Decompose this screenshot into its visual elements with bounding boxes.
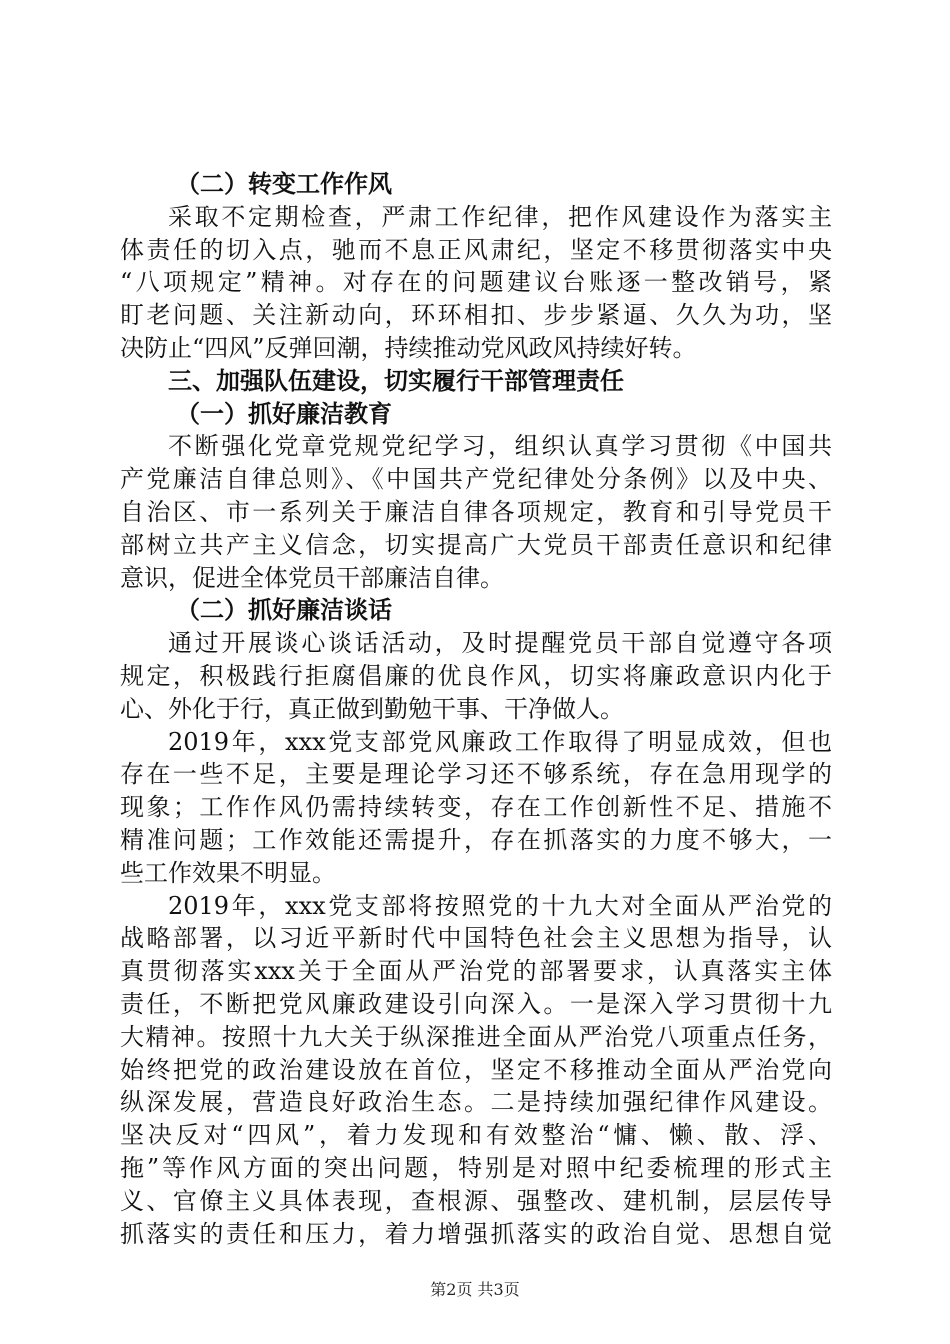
paragraph-line: “八项规定”精神。对存在的问题建议台账逐一整改销号，紧 bbox=[120, 268, 832, 297]
paragraph-line: 战略部署，以习近平新时代中国特色社会主义思想为指导，认 bbox=[120, 924, 832, 953]
paragraph-line: 些工作效果不明显。 bbox=[120, 858, 336, 887]
paragraph-line: 大精神。按照十九大关于纵深推进全面从严治党八项重点任务， bbox=[120, 1022, 832, 1051]
paragraph-line: 决防止“四风”反弹回潮，持续推动党风政风持续好转。 bbox=[120, 333, 697, 362]
paragraph-line: 拖”等作风方面的突出问题，特别是对照中纪委梳理的形式主 bbox=[120, 1153, 832, 1182]
paragraph-line: 义、官僚主义具体表现，查根源、强整改、建机制，层层传导 bbox=[120, 1186, 832, 1215]
paragraph-line: 意识，促进全体党员干部廉洁自律。 bbox=[120, 563, 504, 592]
paragraph-line: 坚决反对“四风”，着力发现和有效整治“慵、懒、散、浮、 bbox=[120, 1121, 832, 1150]
paragraph-line: 抓落实的责任和压力，着力增强抓落实的政治自觉、思想自觉 bbox=[120, 1219, 832, 1248]
paragraph-line: 真贯彻落实xxx关于全面从严治党的部署要求，认真落实主体 bbox=[120, 957, 832, 986]
paragraph-line: 心、外化于行，真正做到勤勉干事、干净做人。 bbox=[120, 694, 624, 723]
page-footer: 第2页 共3页 bbox=[430, 1280, 520, 1299]
paragraph-line: 始终把党的政治建设放在首位，坚定不移推动全面从严治党向 bbox=[120, 1055, 832, 1084]
paragraph-line: 不断强化党章党规党纪学习，组织认真学习贯彻《中国共 bbox=[168, 432, 832, 461]
section-heading: （二）转变工作作风 bbox=[176, 169, 392, 198]
document-body bbox=[120, 168, 832, 1250]
paragraph-line: 采取不定期检查，严肃工作纪律，把作风建设作为落实主 bbox=[168, 202, 832, 231]
paragraph-line: 部树立共产主义信念，切实提高广大党员干部责任意识和纪律 bbox=[120, 530, 832, 559]
section-heading: （二）抓好廉洁谈话 bbox=[176, 595, 392, 625]
paragraph-line: 精准问题；工作效能还需提升，存在抓落实的力度不够大，一 bbox=[120, 825, 832, 854]
paragraph-line: 自治区、市一系列关于廉洁自律各项规定，教育和引导党员干 bbox=[120, 497, 832, 526]
paragraph-line: 纵深发展，营造良好政治生态。二是持续加强纪律作风建设。 bbox=[120, 1088, 832, 1117]
paragraph-line: 产党廉洁自律总则》、《中国共产党纪律处分条例》以及中央、 bbox=[120, 465, 832, 494]
paragraph-line: 通过开展谈心谈话活动，及时提醒党员干部自觉遵守各项 bbox=[168, 629, 832, 658]
section-heading: 三、加强队伍建设，切实履行干部管理责任 bbox=[168, 365, 624, 395]
paragraph-line: 2019年，xxx党支部将按照党的十九大对全面从严治党的 bbox=[168, 891, 832, 920]
paragraph-line: 盯老问题、关注新动向，环环相扣、步步紧逼、久久为功，坚 bbox=[120, 301, 832, 330]
paragraph-line: 存在一些不足，主要是理论学习还不够系统，存在急用现学的 bbox=[120, 760, 832, 789]
paragraph-line: 责任，不断把党风廉政建设引向深入。一是深入学习贯彻十九 bbox=[120, 989, 832, 1018]
paragraph-line: 现象；工作作风仍需持续转变，存在工作创新性不足、措施不 bbox=[120, 793, 832, 822]
paragraph-line: 规定，积极践行拒腐倡廉的优良作风，切实将廉政意识内化于 bbox=[120, 661, 832, 690]
paragraph-line: 体责任的切入点，驰而不息正风肃纪，坚定不移贯彻落实中央 bbox=[120, 235, 832, 264]
paragraph-line: 2019年，xxx党支部党风廉政工作取得了明显成效，但也 bbox=[168, 727, 832, 756]
section-heading: （一）抓好廉洁教育 bbox=[176, 398, 392, 428]
